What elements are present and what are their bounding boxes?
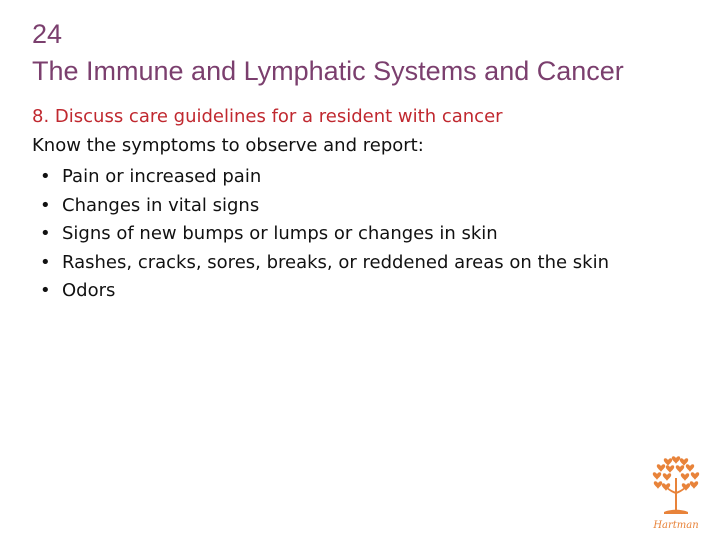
chapter-number: 24	[32, 19, 63, 49]
heart-tree-logo-icon	[640, 456, 712, 534]
bullet-icon: •	[40, 251, 51, 273]
list-item-text: Rashes, cracks, sores, breaks, or reddened areas on the skin	[62, 251, 609, 273]
logo-wordmark: Hartman	[653, 520, 699, 531]
symptom-list	[40, 163, 609, 306]
bullet-icon: •	[40, 280, 51, 301]
chapter-title: The Immune and Lymphatic Systems and Cancer	[32, 56, 624, 86]
list-item	[40, 249, 609, 278]
section-subheading: 8. Discuss care guidelines for a resident with cancer	[32, 106, 503, 127]
bullet-icon: •	[40, 194, 51, 216]
list-item	[40, 277, 609, 306]
bullet-icon: •	[40, 223, 51, 244]
intro-text: Know the symptoms to observe and report:	[32, 135, 424, 156]
list-item	[40, 220, 609, 249]
list-item-text: Signs of new bumps or lumps or changes in skin	[62, 223, 498, 244]
list-item-text: Odors	[62, 280, 116, 301]
list-item-text: Changes in vital signs	[62, 194, 260, 216]
list-item	[40, 163, 609, 192]
bullet-icon: •	[40, 166, 51, 187]
list-item	[40, 192, 609, 221]
list-item-text: Pain or increased pain	[62, 166, 262, 187]
